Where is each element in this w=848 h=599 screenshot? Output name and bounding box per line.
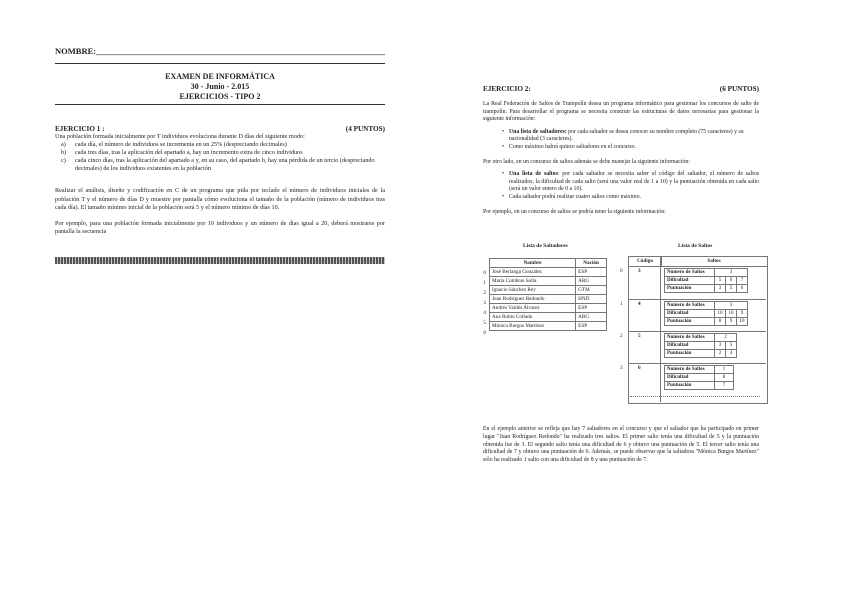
row-index: 3 xyxy=(483,300,486,306)
nombre-field: NOMBRE:____________________________________________________________________ xyxy=(55,46,385,56)
column-header: Código xyxy=(628,256,662,267)
exam-title: EXAMEN DE INFORMÁTICA xyxy=(165,72,275,81)
exercise-1-statement: Realizar el análisis, diseño y codificación en C de un programa que pida por teclado el número de individuos iniciales de la población T y el número de días D y muestre por pantalla cómo evoluciona el tamaño de la población (número de individuos tras cada día). El tamaño mínimo inicial de la población será 5 y el número mínimo de días 10. xyxy=(55,187,385,211)
table-row: José Berlanga González ESP xyxy=(490,268,607,277)
exercise-1-points: (4 PUNTOS) xyxy=(345,125,385,133)
exercise-1-items xyxy=(55,141,385,173)
row-index: 6 xyxy=(483,330,486,336)
list-item: • Como máximo habrá quince saltadores en el concurso. xyxy=(501,143,636,150)
dotted-divider xyxy=(630,396,760,397)
exam-header xyxy=(55,72,385,102)
codigo-value: 3 xyxy=(638,268,641,274)
saltos-list-title: Lista de Saltos xyxy=(678,243,713,249)
row-index: 0 xyxy=(483,270,486,276)
bullet-list-2 xyxy=(483,171,759,201)
exercise-2 xyxy=(483,85,759,216)
codigo-value: 4 xyxy=(638,301,641,307)
list-item: • Una lista de saltos: por cada saltador se necesita saber el código del saltador, el número de saltos realizados, la dificultad de cada salto (será una valor real de 1 a 10) y la puntuación obtenida en cada salto (será un valor entero de 0 a 10). xyxy=(501,171,760,193)
salto-record: Numero de Saltos 2 Dificultad 3 5 Puntuación 2 4 xyxy=(664,333,737,358)
exercise-1-title: EJERCICIO 1 : xyxy=(55,125,105,133)
row-index: 5 xyxy=(483,320,486,326)
column-header: Saltos xyxy=(660,256,768,267)
salto-record: Numero de Saltos 1 Dificultad 8 Puntuación 7 xyxy=(664,365,734,390)
codigo-value: 6 xyxy=(638,365,641,371)
list-item: • Una lista de saltadores: por cada saltador se desea conocer su nombre completo (75 caracteres) y su nacionalidad (3 caracteres). xyxy=(501,128,744,143)
bullet-list-1 xyxy=(483,129,759,152)
exam-date: 30 - Junio - 2.015 xyxy=(190,82,250,91)
table-row: Andrés Valdés Álvarez ESP xyxy=(490,304,607,313)
codigo-value: 5 xyxy=(638,333,641,339)
salto-record: Numero de Saltos 3 Dificultad 10 10 9 Puntuación 8 9 10 xyxy=(664,301,748,326)
table-row: Ana Rubio Collado ARG xyxy=(490,313,607,322)
exercise-1-intro: Una población formada inicialmente por T individuos evoluciona durante D días del siguiente modo: xyxy=(55,133,305,140)
exercise-1-example: Por ejemplo, para una población formada inicialmente por 10 individuos y un número de días igual a 20, deberá mostrarse por pantalla la secuencia xyxy=(55,219,385,235)
exercise-2-intro: La Real Federación de Saltos de Trampolín desea un programa informático para gestionar los concursos de salto de trampolín. Para desarrollar el programa se necesita construir las estructuras de datos necesarias para gestionar la siguiente información: xyxy=(483,101,759,123)
row-index: 2 xyxy=(620,333,623,339)
exercise-2-points: (6 PUNTOS) xyxy=(719,85,759,93)
column-divider xyxy=(660,266,661,402)
column-header: Nombre xyxy=(490,259,576,268)
exercise-2-paragraph-3: Por ejemplo, en un concurso de saltos se podría tener la siguiente información: xyxy=(483,208,666,215)
row-divider xyxy=(628,299,766,300)
exercise-2-paragraph-2: Por otro lado, en un concurso de saltos además se debe manejar la siguiente información: xyxy=(483,158,690,165)
example-sequence xyxy=(55,257,385,264)
row-index: 3 xyxy=(620,365,623,371)
list-item: • Cada saltador podrá realizar cuatro saltos como máximo. xyxy=(501,193,641,200)
exercise-2-title: EJERCICIO 2: xyxy=(483,85,531,93)
exam-type: EJERCICIOS - TIPO 2 xyxy=(179,92,261,101)
saltadores-table xyxy=(489,258,607,331)
divider xyxy=(55,63,385,64)
exercise-1 xyxy=(55,125,385,236)
list-item: b) cada tres días, tras la aplicación del apartado a, hay un incremento extra de cinco individuos xyxy=(61,149,303,157)
row-index: 1 xyxy=(483,280,486,286)
list-item: a) cada día, el número de individuos se incrementa en un 25% (despreciando decimales) xyxy=(61,141,287,149)
row-index: 4 xyxy=(483,310,486,316)
row-index: 2 xyxy=(483,290,486,296)
row-divider xyxy=(628,363,766,364)
saltadores-list-title: Lista de Saltadores xyxy=(523,243,568,249)
saltos-table xyxy=(620,256,768,406)
table-row: Ignacio Sánchez Rey GTM xyxy=(490,286,607,295)
divider xyxy=(55,104,385,105)
table-row: Juan Rodríguez Redondo HND xyxy=(490,295,607,304)
row-index: 1 xyxy=(620,301,623,307)
column-header: Nación xyxy=(576,259,607,268)
table-row: Mónica Burgos Martínez ESP xyxy=(490,322,607,331)
table-row: María Cumbras Solla ARG xyxy=(490,277,607,286)
row-divider xyxy=(628,331,766,332)
row-index: 0 xyxy=(620,268,623,274)
salto-record: Numero de Saltos 3 Dificultad 5 6 7 Puntuación 3 5 6 xyxy=(664,268,748,293)
list-item: c) cada cinco días, tras la aplicación del apartado a y, en su caso, del apartado b, hay una pérdida de un tercio (despreciando decimales) de los individuos existentes en la población xyxy=(61,157,375,173)
exercise-2-explanation: En el ejemplo anterior se refleja que hay 7 saltadores en el concurso y que el saltador que ha participado en primer lugar "Juan Rodríguez Redondo" ha realizado tres saltos. El primer salto tenía una dificultad de 5 y la puntuación obtenida fue de 3. El segundo salto tenía una dificultad de 6 y obtuvo una puntuación de 5. El tercer salto tenía una dificultad de 7 y obtuvo una puntuación de 6. Además, se puede observar que la saltadora "Mónica Burgos Martínez" sólo ha realizado 1 salto con una dificultad de 8 y una puntuación de 7. xyxy=(483,426,759,464)
